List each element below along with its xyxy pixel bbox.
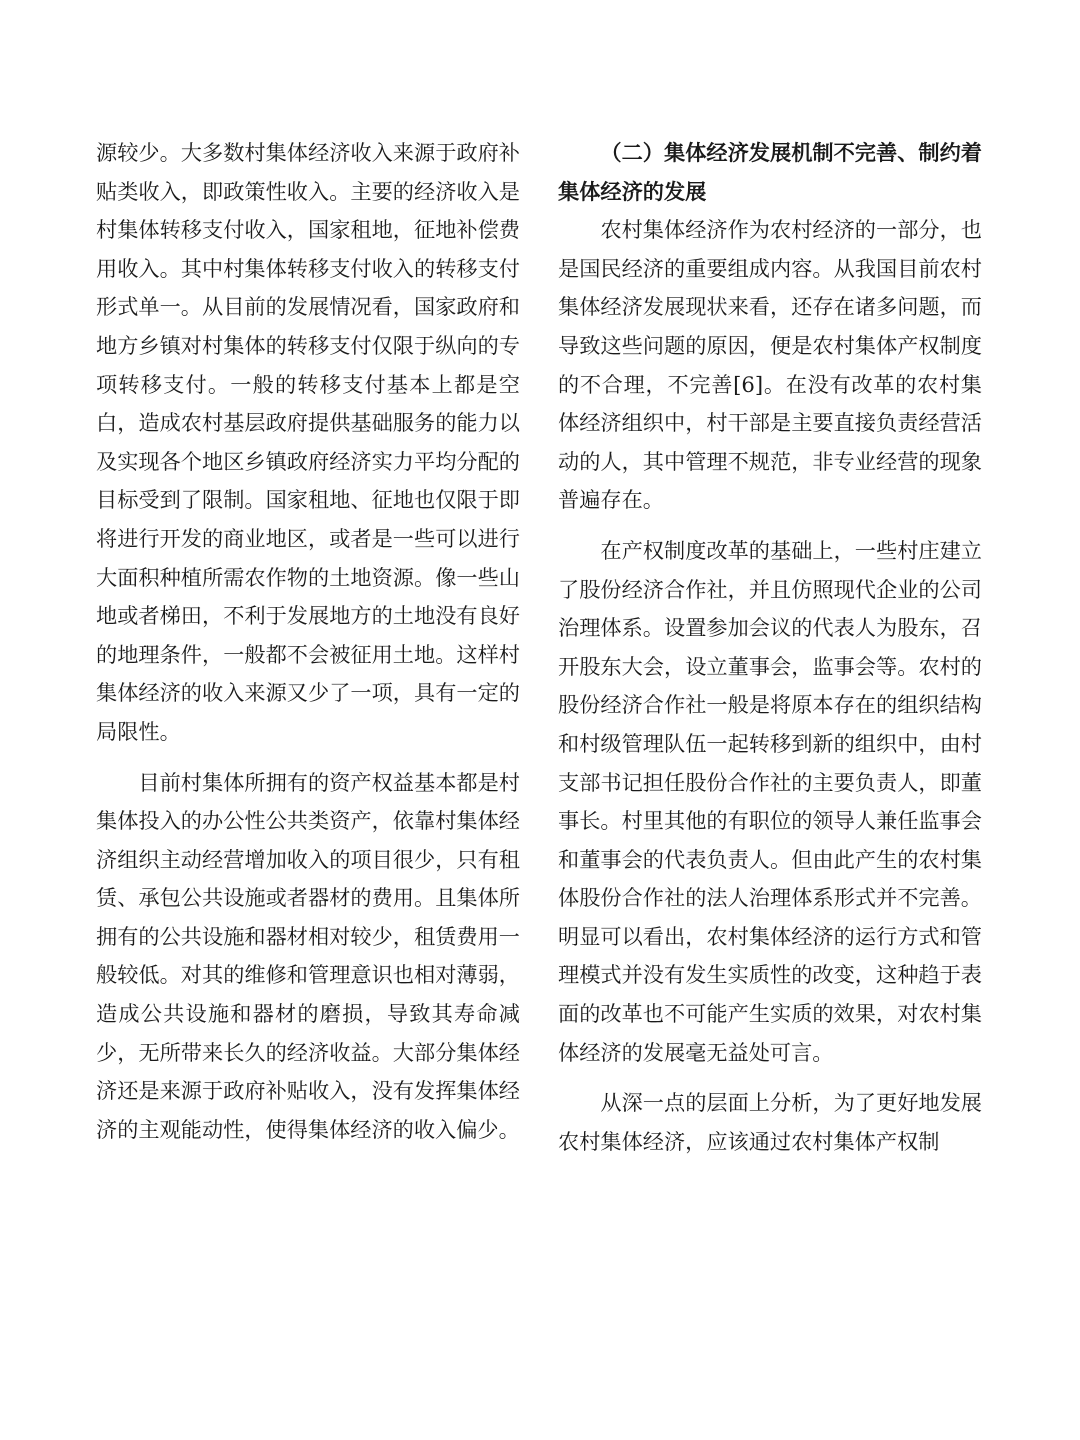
left-column — [96, 134, 520, 1161]
paragraph-asset-equity: 目前村集体所拥有的资产权益基本都是村集体投入的办公性公共类资产，依靠村集体经济组织主动经营增加收入的项目很少，只有租赁、承包公共设施或者器材的费用。且集体所拥有的公共设施和器材相对较少，租赁费用一般较低。对其的维修和管理意识也相对薄弱，造成公共设施和器材的磨损，导致其寿命减少，无所带来长久的经济收益。大部分集体经济还是来源于政府补贴收入，没有发挥集体经济的主观能动性，使得集体经济的收入偏少。 — [96, 769, 520, 1142]
paragraph-property-reform: 在产权制度改革的基础上，一些村庄建立了股份经济合作社，并且仿照现代企业的公司治理体系。设置参加会议的代表人为股东，召开股东大会，设立董事会，监事会等。农村的股份经济合作社一般是将原本存在的组织结构和村级管理队伍一起转移到新的组织中，由村支部书记担任股份合作社的主要负责人，即董事长。村里其他的有职位的领导人兼任监事会和董事会的代表负责人。但由此产生的农村集体股份合作社的法人治理体系形式并不完善。明显可以看出，农村集体经济的运行方式和管理模式并没有发生实质性的改变，这种趋于表面的改革也不可能产生实质的效果，对农村集体经济的发展毫无益处可言。 — [558, 537, 982, 1065]
right-column — [558, 134, 982, 1173]
paragraph-income-sources: 源较少。大多数村集体经济收入来源于政府补贴类收入，即政策性收入。主要的经济收入是村集体转移支付收入，国家租地，征地补偿费用收入。其中村集体转移支付收入的转移支付形式单一。从目前的发展情况看，国家政府和地方乡镇对村集体的转移支付仅限于纵向的专项转移支付。一般的转移支付基本上都是空白，造成农村基层政府提供基础服务的能力以及实现各个地区乡镇政府经济实力平均分配的目标受到了限制。国家租地、征地也仅限于即将进行开发的商业地区，或者是一些可以进行大面积种植所需农作物的土地资源。像一些山地或者梯田，不利于发展地方的土地没有良好的地理条件，一般都不会被征用土地。这样村集体经济的收入来源又少了一项，具有一定的局限性。 — [96, 140, 520, 744]
paragraph-collective-economy: 农村集体经济作为农村经济的一部分，也是国民经济的重要组成内容。从我国目前农村集体经济发展现状来看，还存在诸多问题，而导致这些问题的原因，便是农村集体产权制度的不合理，不完善[6]。在没有改革的农村集体经济组织中，村干部是主要直接负责经营活动的人，其中管理不规范，非专业经营的现象普遍存在。 — [558, 217, 982, 513]
section-heading: （二）集体经济发展机制不完善、制约着集体经济的发展 — [558, 140, 982, 204]
paragraph-deeper-analysis: 从深一点的层面上分析，为了更好地发展农村集体经济，应该通过农村集体产权制 — [558, 1090, 982, 1154]
